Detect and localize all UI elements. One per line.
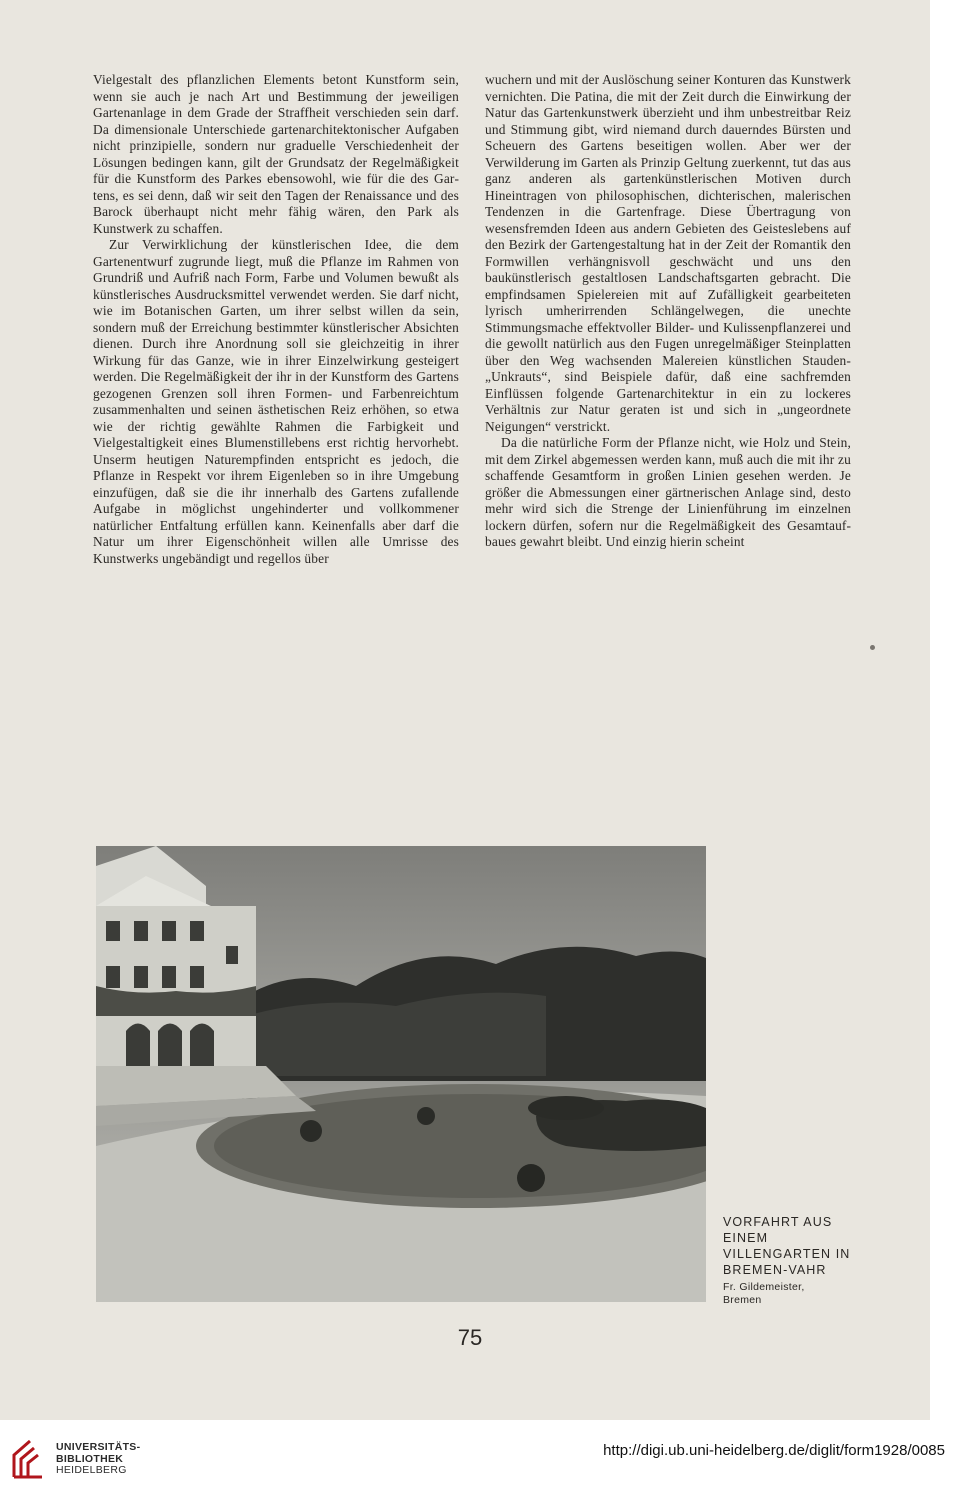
scan-speck xyxy=(870,645,875,650)
library-name xyxy=(56,1442,140,1477)
digitization-footer xyxy=(0,1420,959,1495)
permalink-url[interactable]: http://digi.ub.uni-heidelberg.de/diglit/form1928/0085 xyxy=(603,1442,945,1459)
caption-credit xyxy=(723,1281,873,1307)
scan-margin xyxy=(930,0,959,1495)
caption-credit-name: Fr. Gildemeister, xyxy=(723,1281,805,1293)
photo-caption xyxy=(723,1214,873,1307)
library-name-line3: HEIDELBERG xyxy=(56,1464,127,1476)
caption-credit-city: Bremen xyxy=(723,1294,762,1306)
caption-title: VORFAHRT AUS EINEM VILLENGARTEN IN BREMEN-VAHR xyxy=(723,1215,851,1277)
villa-garden-photo xyxy=(96,846,706,1302)
paragraph: Da die natürliche Form der Pflanze nicht, wie Holz und Stein, mit dem Zirkel abgemessen werden kann, muß auch die mit ihr zu schaffende Gesamtform in großen Linien gesehen werden. Je größer die Abmessungen einer gärtnerischen Anlage sind, desto mehr wird sich die Strenge der Linienführung im einzelnen lockern dürfen, sofern nur die Regelmäßigkeit des Gesamtaufbaues gewahrt bleibt. Und einzig hierin scheint xyxy=(485,435,851,549)
library-logo-icon xyxy=(10,1437,46,1481)
library-name-line2: BIBLIOTHEK xyxy=(56,1452,124,1465)
paragraph: Vielgestalt des pflanzlichen Elements betont Kunstform sein, wenn sie auch je nach Art und Bestimmung der jeweiligen Gartenanlage in dem Grade der Straffheit verschieden sein darf. Da dimensionale Unterschiede gartenarchitektonischer Aufgaben nicht prinzipielle, sondern nur graduelle Verschiedenheit der Lösungen bedingen kann, gilt der Grundsatz der Regelmäßigkeit für die Kunstform des Parkes ebensowohl, wie für die des Gartens, es sei denn, daß wir seit den Tagen der Renaissance und des Barock überhaupt nicht mehr fähig wären, den Park als Kunstwerk zu schaffen. xyxy=(93,72,459,236)
page-number: 75 xyxy=(457,1325,483,1350)
villa-garden-illustration xyxy=(96,846,706,1302)
library-name-line1: UNIVERSITÄTS- xyxy=(56,1441,141,1453)
text-column-left xyxy=(93,72,459,567)
paragraph: wuchern und mit der Auslöschung seiner Konturen das Kunstwerk vernichten. Die Patina, die mit der Zeit durch die Einwirkung der Natur das Gartenkunstwerk überzieht und ihm unbestreitbar Reiz und Stimmung gibt, wird niemand durch dauerndes Bürsten und Scheuern des Gartens beseitigen wollen. Aber wer der Verwilderung im Garten als Prinzip Geltung zuerkennt, tut das aus ganz anderen als gartenkünstlerischen Motiven durch Hineintragen von philosophischen, dichterischen, malerischen Tendenzen in die Gartenfrage. Diese Übertragung von wesensfremden Ideen aus andern Gebieten des Geisteslebens auf den Bezirk der Gartengestaltung hat in der Zeit der Romantik den Formwillen verhängnisvoll geschwächt und uns den baukünstlerisch gestaltlosen Landschaftsgarten gebracht. Die empfindsamen Spielereien mit auf Zufälligkeit gearbeiteten lyrisch umherirrenden Schlängelwegen, die unechte Stimmungsmache effektvoller Bilder- und Kulissenpflanzerei und die gewollt natürlich aus den Fugen unregelmäßiger Steinplatten über den Weg wachsenden Malereien künstlichen Stauden-„Unkrauts“, sind Beispiele dafür, daß eine sachfremden Einflüssen folgende Gartenarchitektur in ein zu lockeres Verhältnis zur Natur geraten ist und sich in „ungeordnete Neigungen“ verstrickt. xyxy=(485,72,851,434)
paragraph: Zur Verwirklichung der künstlerischen Idee, die dem Gartenentwurf zugrunde liegt, muß die Pflanze im Rahmen von Grundriß und Aufriß nach Form, Farbe und Volumen bewußt als künstlerisches Ausdrucksmittel verwendet werden. Sie darf nicht, wie im Botanischen Garten, um ihrer selbst willen da sein, sondern muß der Erreichung bestimmter künstlerischer Absichten dienen. Durch ihre Anordnung soll sie gleichzeitig in ihrer Wirkung für das Ganze, wie in ihrer Einzelwirkung gesteigert werden. Die Regelmäßigkeit der ihr in der Kunstform des Gartens gezogenen Grenzen soll ihren Formen- und Farbenreichtum zusammenhalten und seinen ästhetischen Reiz erhöhen, so etwa wie der richtig gewählte Rahmen die Farbigkeit und Vielgestaltigkeit eines Blumenstillebens erst richtig hervorhebt. Unserm heutigen Naturempfinden entspricht es jedoch, die Pflanze in Respekt vor ihrem Eigenleben so in ihre Umgebung einzufügen, daß sie die ihr innerhalb des Gartens zufallende Aufgabe in möglichst ungehinderter und vollkommener natürlicher Entfaltung erfüllen kann. Keinenfalls aber darf die Natur um ihrer Eigenschönheit willen alle Umrisse des Kunstwerks ungebändigt und regellos über xyxy=(93,237,459,566)
text-column-right xyxy=(485,72,851,551)
